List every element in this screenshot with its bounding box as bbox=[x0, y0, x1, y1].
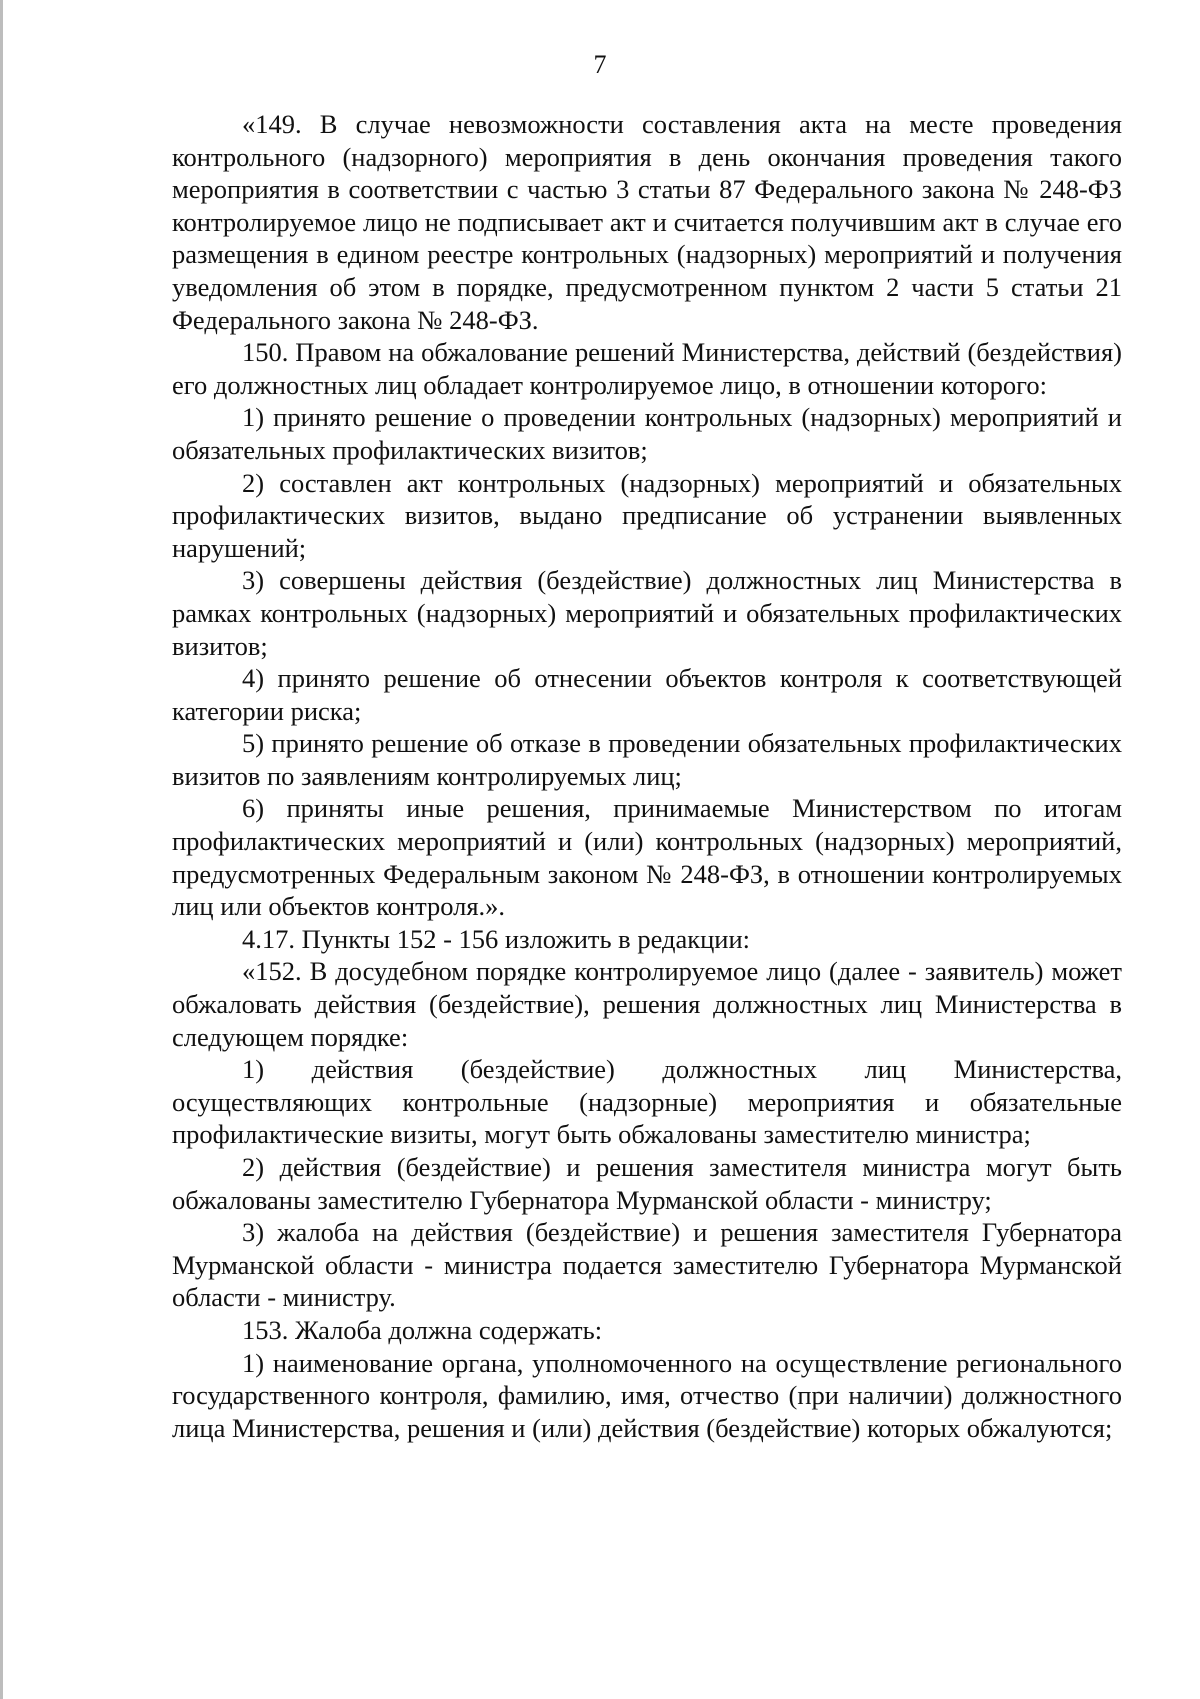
paragraph-150-item-4: 4) принято решение об отнесении объектов контроля к соответствующей категории риска; bbox=[172, 663, 1122, 726]
paragraph-150-item-2: 2) составлен акт контрольных (надзорных) мероприятий и обязательных профилактических визитов, выдано предписание об устранении выявленных нарушений; bbox=[172, 467, 1122, 563]
paragraph-150: 150. Правом на обжалование решений Министерства, действий (бездействия) его должностных лиц обладает контролируемое лицо, в отношении которого: bbox=[172, 337, 1122, 400]
paragraph-149: «149. В случае невозможности составления акта на месте проведения контрольного (надзорного) мероприятия в день окончания проведения такого мероприятия в соответствии с частью 3 статьи 87 Федерального закона № 248-ФЗ контролируемое лицо не подписывает акт и считается получившим акт в случае его размещения в едином реестре контрольных (надзорных) мероприятий и получения уведомления об этом в порядке, предусмотренном пунктом 2 части 5 статьи 21 Федерального закона № 248-ФЗ. bbox=[172, 109, 1122, 335]
scan-edge bbox=[0, 0, 3, 1699]
paragraph-150-item-1: 1) принято решение о проведении контрольных (надзорных) мероприятий и обязательных профилактических визитов; bbox=[172, 402, 1122, 465]
paragraph-152: «152. В досудебном порядке контролируемое лицо (далее - заявитель) может обжаловать действия (бездействие), решения должностных лиц Министерства в следующем порядке: bbox=[172, 956, 1122, 1052]
paragraph-152-item-3: 3) жалоба на действия (бездействие) и решения заместителя Губернатора Мурманской области - министра подается заместителю Губернатора Мурманской области - министру. bbox=[172, 1217, 1122, 1313]
paragraph-152-item-1: 1) действия (бездействие) должностных лиц Министерства, осуществляющих контрольные (надзорные) мероприятия и обязательные профилактические визиты, могут быть обжалованы заместителю министра; bbox=[172, 1054, 1122, 1150]
document-body bbox=[172, 108, 1122, 1444]
paragraph-150-item-3: 3) совершены действия (бездействие) должностных лиц Министерства в рамках контрольных (надзорных) мероприятий и обязательных профилактических визитов; bbox=[172, 565, 1122, 661]
paragraph-153: 153. Жалоба должна содержать: bbox=[242, 1314, 603, 1345]
paragraph-4-17: 4.17. Пункты 152 - 156 изложить в редакции: bbox=[242, 923, 751, 954]
paragraph-152-item-2: 2) действия (бездействие) и решения заместителя министра могут быть обжалованы заместителю Губернатора Мурманской области - министру; bbox=[172, 1152, 1122, 1215]
paragraph-150-item-5: 5) принято решение об отказе в проведении обязательных профилактических визитов по заявлениям контролируемых лиц; bbox=[172, 728, 1122, 791]
paragraph-153-item-1: 1) наименование органа, уполномоченного на осуществление регионального государственного контроля, фамилию, имя, отчество (при наличии) должностного лица Министерства, решения и (или) действия (бездействие) которых обжалуются; bbox=[172, 1347, 1122, 1443]
paragraph-150-item-6: 6) приняты иные решения, принимаемые Министерством по итогам профилактических мероприятий и (или) контрольных (надзорных) мероприятий, предусмотренных Федеральным законом № 248-ФЗ, в отношении контролируемых лиц или объектов контроля.». bbox=[172, 793, 1122, 922]
page-number: 7 bbox=[593, 50, 607, 79]
